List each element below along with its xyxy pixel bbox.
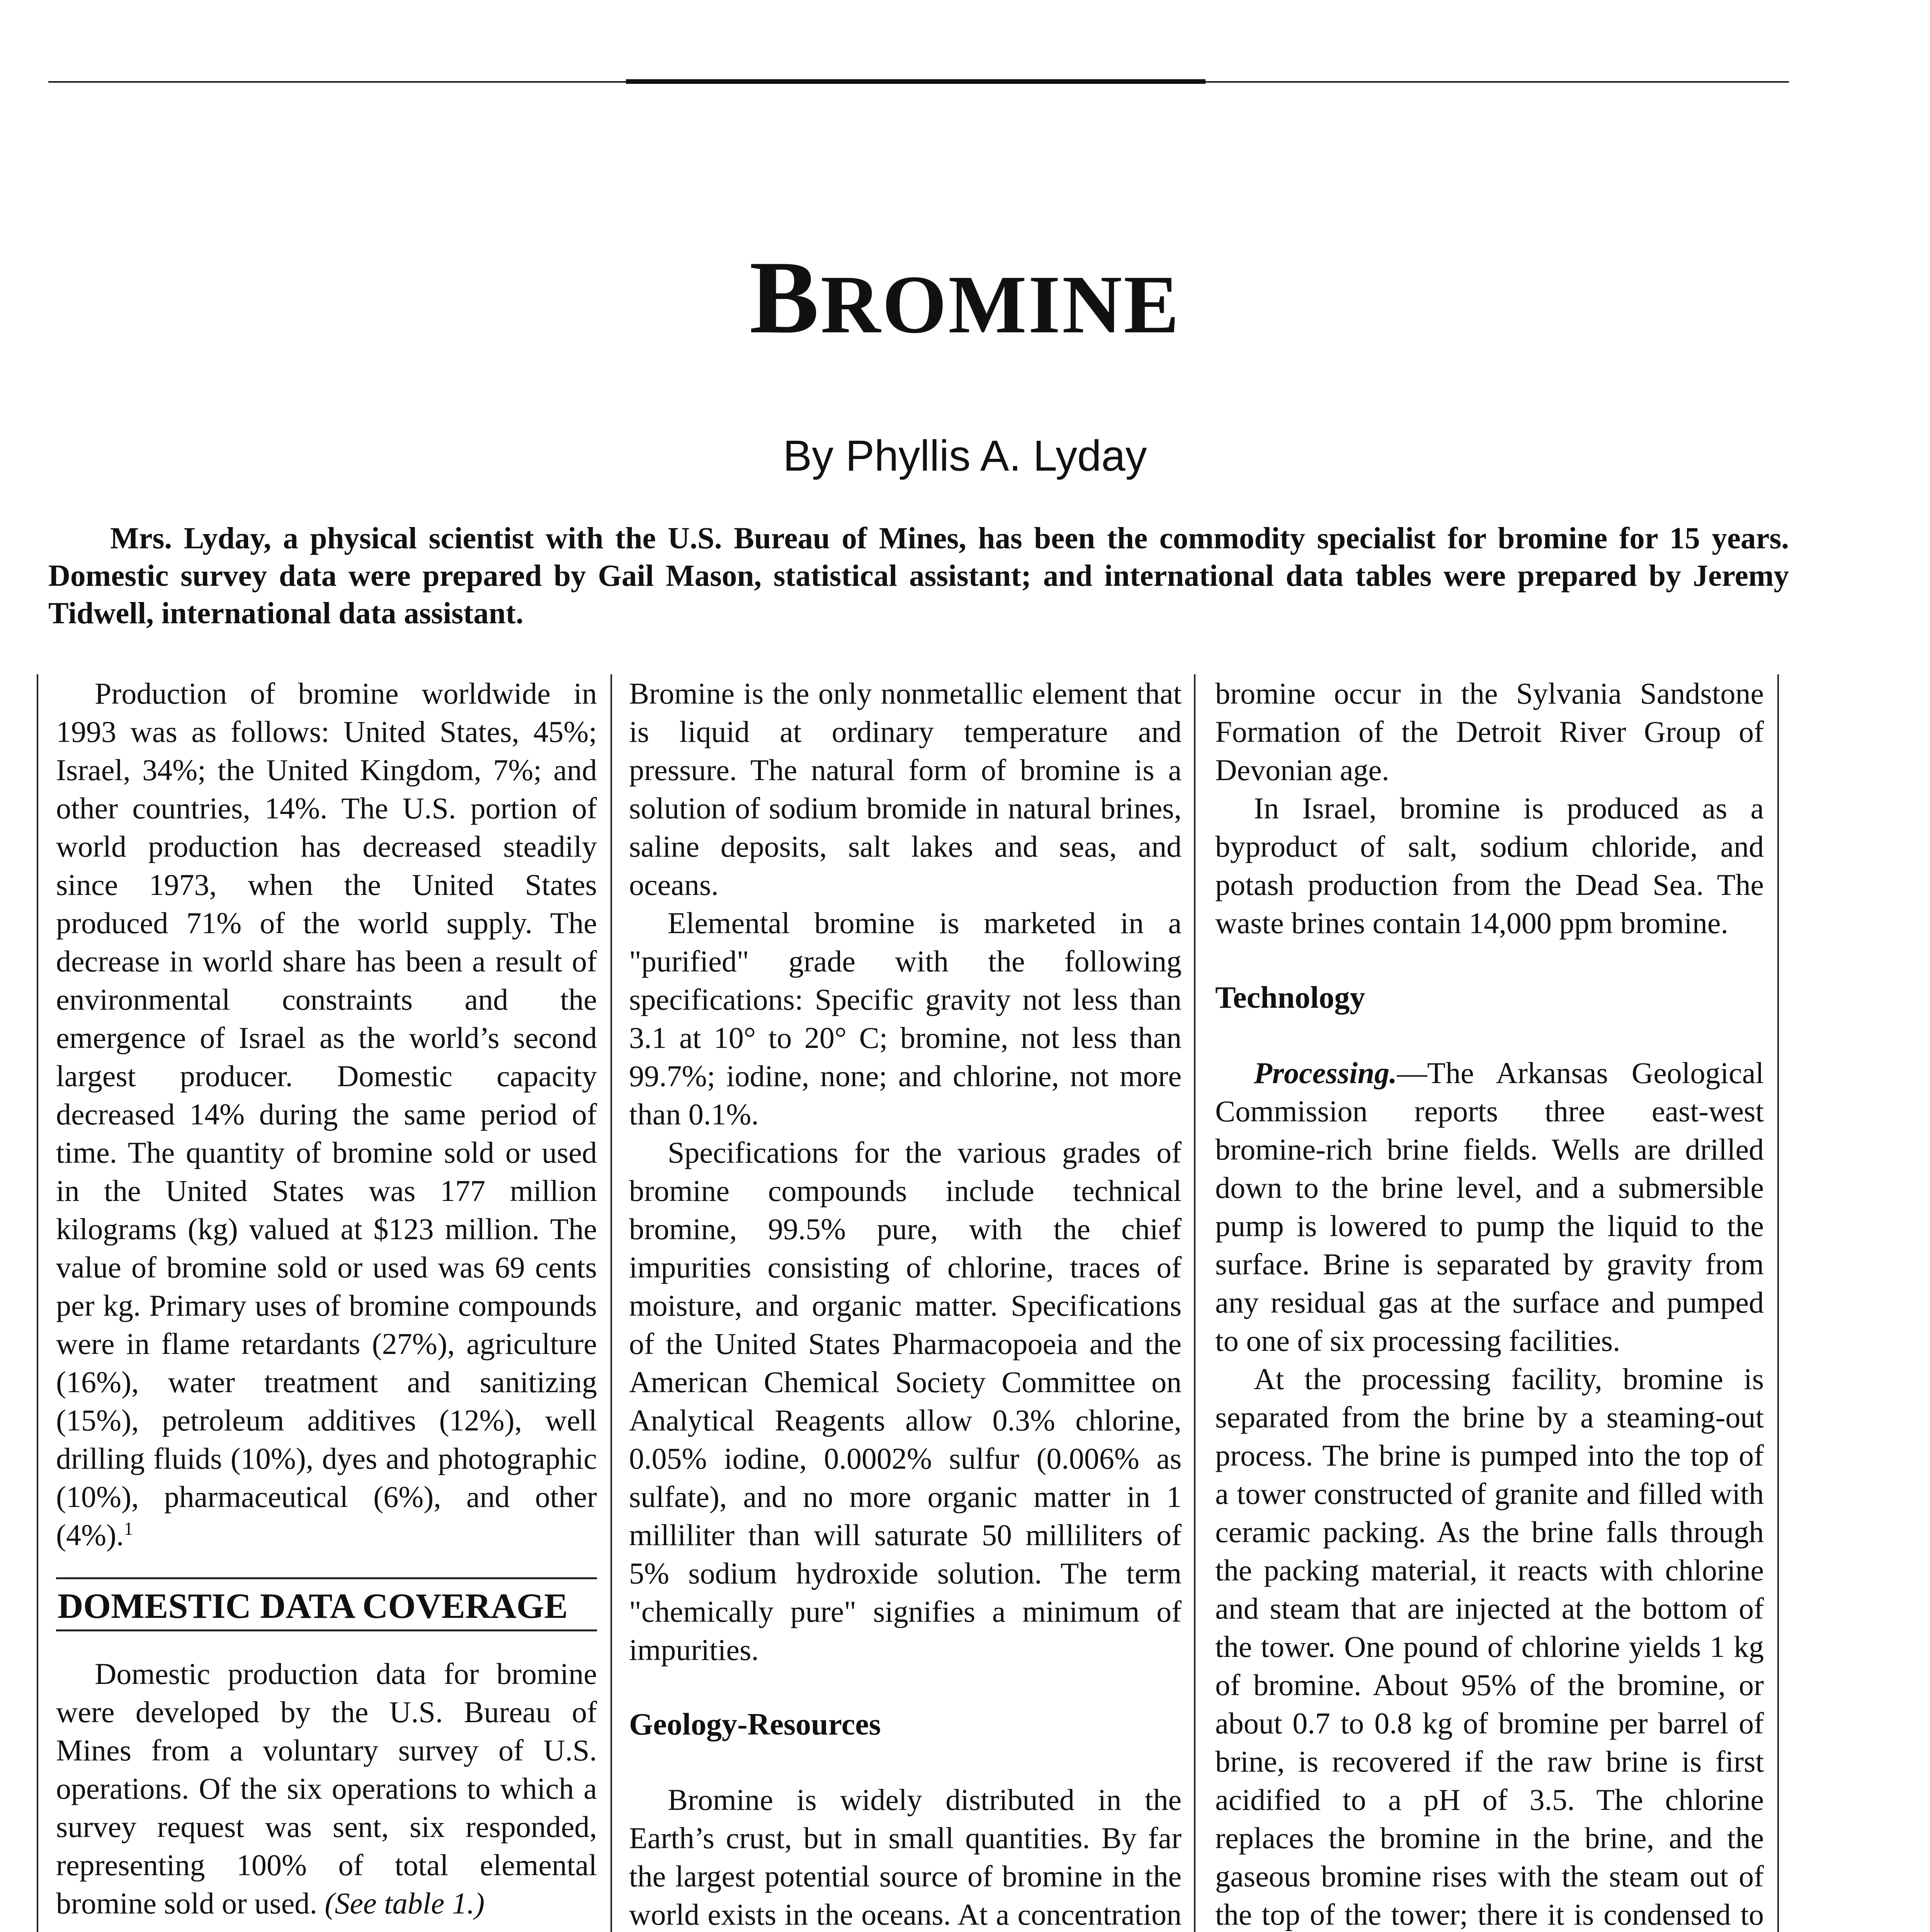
paragraph (1215, 1054, 1764, 1360)
subheading-geology: Geology-Resources (629, 1708, 881, 1742)
section-heading-domestic: DOMESTIC DATA COVERAGE (56, 1577, 597, 1631)
paragraph (56, 1655, 597, 1922)
paragraph-text: Domestic production data for bromine were developed by the U.S. Bureau of Mines from a voluntary survey of U.S. operations. Of the six operations to which a survey request was sent, six responded, representing 100% of total elemental bromine sold or used. (56, 1657, 597, 1920)
column-3 (1215, 674, 1764, 1932)
column-rule-right (1777, 674, 1779, 1932)
paragraph-text: Production of bromine worldwide in 1993 was as follows: United States, 45%; Israel, 34%; the United Kingdom, 7%; and other countries, 14%. The U.S. portion of world production has decreased steadily since 1973, when the United States produced 71% of the world supply. The decrease in world share has been a result of environmental constraints and the emergence of Israel as the world’s second largest producer. Domestic capacity decreased 14% during the same period of time. The quantity of bromine sold or used in the United States was 177 million kilograms (kg) valued at $123 million. The value of bromine sold or used was 69 cents per kg. Primary uses of bromine compounds were in flame retardants (27%), agriculture (16%), water treatment and sanitizing (15%), petroleum additives (12%), well drilling fluids (10%), dyes and photographic (10%), pharmaceutical (6%), and other (4%). (56, 677, 597, 1552)
top-rule-accent (626, 79, 1206, 84)
paragraph: Bromine is the only nonmetallic element that is liquid at ordinary temperature and pressure. The natural form of bromine is a solution of sodium bromide in natural brines, saline deposits, salt lakes and seas, and oceans. (629, 677, 1182, 901)
paragraph: Elemental bromine is marketed in a "purified" grade with the following specifications: Specific gravity not less than 3.1 at 10° to 20° C; bromine, not less than 99.7%; iodine, none; and chlorine, not more than 0.1%. (629, 906, 1182, 1131)
column-2 (629, 674, 1182, 1932)
paragraph (56, 674, 597, 1554)
column-1 (56, 674, 597, 1932)
paragraph: Specifications for the various grades of bromine compounds include technical bromine, 99.5% pure, with the chief impurities consisting of chlorine, traces of moisture, and organic matter. Specifications of the United States Pharmacopoeia and the American Chemical Society Committee on Analytical Reagents allow 0.3% chlorine, 0.05% iodine, 0.0002% sulfur (0.006% as sulfate), and no more organic matter in 1 milliliter than will saturate 50 milliliters of 5% sodium hydroxide solution. The term "chemically pure" signifies a minimum of impurities. (629, 1136, 1182, 1667)
title-rest: ROMINE (820, 258, 1181, 350)
paragraph: Bromine is widely distributed in the Earth’s crust, but in small quantities. By far the largest potential source of bromine in the world exists in the oceans. At a concentration (629, 1783, 1182, 1931)
byline: By Phyllis A. Lyday (783, 432, 1147, 480)
paragraph: bromine occur in the Sylvania Sandstone Formation of the Detroit River Group of Devonian age. (1215, 677, 1764, 787)
column-rule-left (37, 674, 38, 1932)
paragraph: At the processing facility, bromine is separated from the brine by a steaming-out process. The brine is pumped into the top of a tower constructed of granite and filled with ceramic packing. As the brine falls through the packing material, it reacts with chlorine and steam that are injected at the bottom of the tower. One pound of chlorine yields 1 kg of bromine. About 95% of the bromine, or about 0.7 to 0.8 kg of bromine per barrel of brine, is recovered if the raw brine is first acidified to a pH of 3.5. The chlorine replaces the bromine in the brine, and the gaseous bromine rises with the steam out of the top of the tower; there it is condensed to (1215, 1362, 1764, 1931)
runin-heading-processing: Processing. (1254, 1056, 1397, 1090)
column-rule-1 (610, 674, 612, 1932)
table-reference: (See table 1.) (325, 1886, 485, 1920)
title-initial: B (749, 240, 821, 355)
paragraph-text: —The Arkansas Geological Commission reports three east-west bromine-rich brine fields. Wells are drilled down to the brine level, and a submersible pump is lowered to pump the liquid to the surface. Brine is separated by gravity from any residual gas at the surface and pumped to one of six processing facilities. (1215, 1056, 1764, 1357)
author-intro: Mrs. Lyday, a physical scientist with the U.S. Bureau of Mines, has been the commodity specialist for bromine for 15 years. Domestic survey data were prepared by Gail Mason, statistical assistant; and international data tables were prepared by Jeremy Tidwell, international data assistant. (48, 522, 1789, 630)
column-rule-2 (1194, 674, 1195, 1932)
subheading-technology: Technology (1215, 981, 1365, 1015)
page-title (0, 240, 1930, 362)
paragraph: In Israel, bromine is produced as a byproduct of salt, sodium chloride, and potash production from the Dead Sea. The waste brines contain 14,000 ppm bromine. (1215, 791, 1764, 940)
footnote-marker: 1 (124, 1519, 133, 1539)
